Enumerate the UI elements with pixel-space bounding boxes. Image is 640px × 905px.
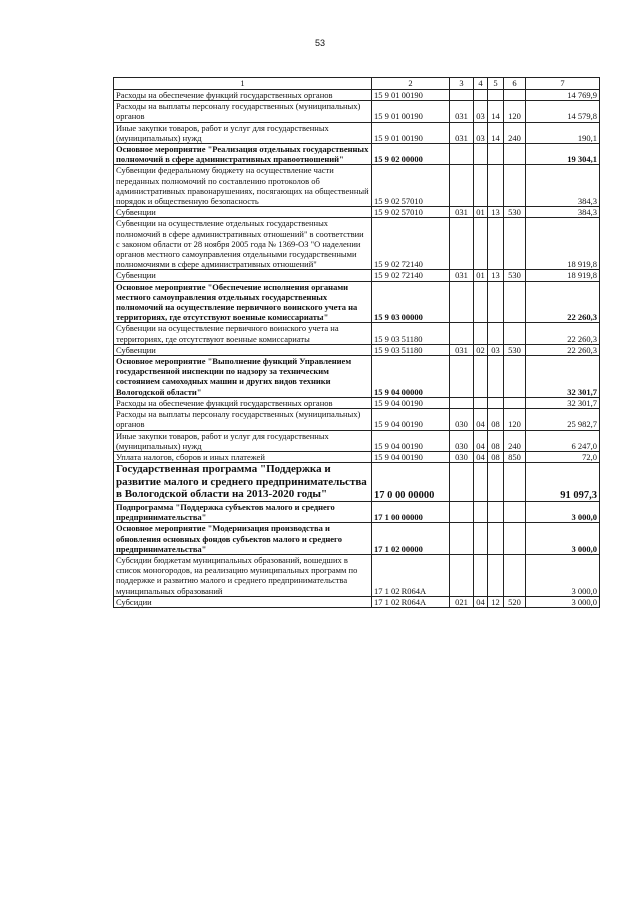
row-code-cell: 15 9 03 51180 <box>372 344 450 355</box>
table-row <box>114 101 600 122</box>
row-subsection-cell: 08 <box>488 409 504 430</box>
row-section-cell: 04 <box>474 596 488 607</box>
row-code-cell: 15 9 02 00000 <box>372 144 450 165</box>
header-cell: 5 <box>488 78 504 90</box>
row-code-cell: 15 9 02 72140 <box>372 270 450 281</box>
table-row <box>114 218 600 270</box>
table-header-row <box>114 78 600 90</box>
row-amount-cell: 384,3 <box>526 165 600 207</box>
row-amount-cell: 14 579,8 <box>526 101 600 122</box>
row-amount-cell: 3 000,0 <box>526 523 600 555</box>
row-admin-cell: 030 <box>450 430 474 451</box>
table-row <box>114 144 600 165</box>
row-name-cell: Основное мероприятие "Обеспечение исполнения органами местного самоуправления отдельных государственных полномочий на осуществление первичного воинского учета на территориях, где отсутствуют военные комиссариаты" <box>114 281 372 323</box>
row-type-cell: 240 <box>504 122 526 143</box>
row-amount-cell: 384,3 <box>526 207 600 218</box>
row-amount-cell: 32 301,7 <box>526 397 600 408</box>
row-admin-cell <box>450 501 474 522</box>
row-subsection-cell <box>488 218 504 270</box>
row-admin-cell: 031 <box>450 344 474 355</box>
row-amount-cell: 3 000,0 <box>526 501 600 522</box>
table-row <box>114 523 600 555</box>
row-section-cell: 01 <box>474 270 488 281</box>
row-name-cell: Основное мероприятие "Реализация отдельных государственных полномочий в сфере административных правоотношений" <box>114 144 372 165</box>
table-row <box>114 323 600 344</box>
row-admin-cell <box>450 523 474 555</box>
row-amount-cell: 18 919,8 <box>526 218 600 270</box>
row-name-cell: Иные закупки товаров, работ и услуг для государственных (муниципальных) нужд <box>114 122 372 143</box>
row-subsection-cell: 08 <box>488 451 504 462</box>
row-admin-cell <box>450 356 474 398</box>
header-cell: 3 <box>450 78 474 90</box>
row-section-cell <box>474 397 488 408</box>
table-row <box>114 356 600 398</box>
row-type-cell <box>504 463 526 502</box>
row-name-cell: Субвенции на осуществление отдельных государственных полномочий в сфере административных отношений" в соответствии с законом области от 28 ноября 2005 года № 1369-ОЗ "О наделении органов местного самоуправления отдельными государственными полномочиями в сфере административных отношений" <box>114 218 372 270</box>
header-cell: 1 <box>114 78 372 90</box>
row-name-cell: Уплата налогов, сборов и иных платежей <box>114 451 372 462</box>
row-admin-cell <box>450 554 474 596</box>
row-section-cell: 04 <box>474 409 488 430</box>
row-code-cell: 15 9 04 00190 <box>372 430 450 451</box>
table-row <box>114 430 600 451</box>
row-name-cell: Субвенции <box>114 270 372 281</box>
row-code-cell: 17 1 02 00000 <box>372 523 450 555</box>
row-subsection-cell: 08 <box>488 430 504 451</box>
table-row <box>114 90 600 101</box>
table-row <box>114 344 600 355</box>
table-row <box>114 165 600 207</box>
row-admin-cell: 031 <box>450 122 474 143</box>
row-name-cell: Субсидии бюджетам муниципальных образований, вошедших в список моногородов, на реализацию муниципальных программ по поддержке и развитию малого и среднего предпринимательства муниципальных образований <box>114 554 372 596</box>
row-name-cell: Субвенции на осуществление первичного воинского учета на территориях, где отсутствуют военные комиссариаты <box>114 323 372 344</box>
row-subsection-cell: 14 <box>488 101 504 122</box>
row-admin-cell <box>450 463 474 502</box>
table-row <box>114 596 600 607</box>
row-type-cell <box>504 165 526 207</box>
row-section-cell <box>474 501 488 522</box>
table-row <box>114 501 600 522</box>
row-type-cell: 520 <box>504 596 526 607</box>
row-subsection-cell <box>488 501 504 522</box>
row-name-cell: Расходы на обеспечение функций государственных органов <box>114 397 372 408</box>
table-row <box>114 451 600 462</box>
row-code-cell: 17 0 00 00000 <box>372 463 450 502</box>
row-section-cell: 03 <box>474 122 488 143</box>
header-cell: 6 <box>504 78 526 90</box>
row-code-cell: 15 9 04 00190 <box>372 397 450 408</box>
row-subsection-cell <box>488 323 504 344</box>
row-section-cell <box>474 90 488 101</box>
row-admin-cell <box>450 218 474 270</box>
row-amount-cell: 22 260,3 <box>526 281 600 323</box>
row-admin-cell: 030 <box>450 451 474 462</box>
row-type-cell: 240 <box>504 430 526 451</box>
row-code-cell: 15 9 03 51180 <box>372 323 450 344</box>
row-amount-cell: 25 982,7 <box>526 409 600 430</box>
row-subsection-cell: 03 <box>488 344 504 355</box>
row-section-cell: 04 <box>474 451 488 462</box>
row-subsection-cell <box>488 281 504 323</box>
row-subsection-cell <box>488 165 504 207</box>
row-code-cell: 15 9 03 00000 <box>372 281 450 323</box>
row-admin-cell: 031 <box>450 207 474 218</box>
table-row <box>114 122 600 143</box>
row-type-cell: 530 <box>504 270 526 281</box>
row-section-cell: 02 <box>474 344 488 355</box>
row-type-cell: 120 <box>504 101 526 122</box>
row-type-cell <box>504 281 526 323</box>
row-section-cell <box>474 281 488 323</box>
header-cell: 4 <box>474 78 488 90</box>
row-name-cell: Основное мероприятие "Выполнение функций Управлением государственной инспекции по надзору за техническим состоянием самоходных машин и других видов техники Вологодской области" <box>114 356 372 398</box>
table-row <box>114 397 600 408</box>
row-name-cell: Субвенции <box>114 344 372 355</box>
row-code-cell: 15 9 04 00190 <box>372 409 450 430</box>
row-amount-cell: 72,0 <box>526 451 600 462</box>
row-admin-cell: 031 <box>450 270 474 281</box>
row-subsection-cell <box>488 397 504 408</box>
row-admin-cell <box>450 90 474 101</box>
row-amount-cell: 14 769,9 <box>526 90 600 101</box>
row-code-cell: 17 1 02 R064A <box>372 596 450 607</box>
row-type-cell <box>504 554 526 596</box>
row-name-cell: Расходы на обеспечение функций государственных органов <box>114 90 372 101</box>
row-type-cell <box>504 323 526 344</box>
row-subsection-cell <box>488 554 504 596</box>
row-section-cell <box>474 165 488 207</box>
row-admin-cell <box>450 397 474 408</box>
row-subsection-cell <box>488 356 504 398</box>
row-code-cell: 15 9 02 57010 <box>372 207 450 218</box>
row-code-cell: 15 9 02 57010 <box>372 165 450 207</box>
row-amount-cell: 6 247,0 <box>526 430 600 451</box>
row-admin-cell <box>450 323 474 344</box>
page-number: 53 <box>314 38 325 48</box>
row-subsection-cell: 14 <box>488 122 504 143</box>
row-type-cell: 120 <box>504 409 526 430</box>
row-admin-cell <box>450 281 474 323</box>
row-name-cell: Расходы на выплаты персоналу государственных (муниципальных) органов <box>114 101 372 122</box>
row-subsection-cell <box>488 90 504 101</box>
row-code-cell: 15 9 04 00190 <box>372 451 450 462</box>
row-subsection-cell <box>488 463 504 502</box>
row-name-cell: Государственная программа "Поддержка и развитие малого и среднего предпринимательства в Вологодской области на 2013-2020 годы" <box>114 463 372 502</box>
row-section-cell <box>474 554 488 596</box>
row-code-cell: 15 9 01 00190 <box>372 90 450 101</box>
row-admin-cell: 030 <box>450 409 474 430</box>
row-type-cell <box>504 356 526 398</box>
row-section-cell: 04 <box>474 430 488 451</box>
row-section-cell <box>474 523 488 555</box>
row-section-cell <box>474 323 488 344</box>
row-type-cell <box>504 144 526 165</box>
row-subsection-cell: 12 <box>488 596 504 607</box>
row-amount-cell: 22 260,3 <box>526 323 600 344</box>
row-code-cell: 15 9 04 00000 <box>372 356 450 398</box>
row-type-cell: 530 <box>504 344 526 355</box>
row-amount-cell: 19 304,1 <box>526 144 600 165</box>
row-name-cell: Расходы на выплаты персоналу государственных (муниципальных) органов <box>114 409 372 430</box>
row-amount-cell: 22 260,3 <box>526 344 600 355</box>
row-admin-cell <box>450 165 474 207</box>
row-section-cell <box>474 463 488 502</box>
row-type-cell <box>504 523 526 555</box>
row-subsection-cell <box>488 144 504 165</box>
row-amount-cell: 3 000,0 <box>526 554 600 596</box>
row-section-cell <box>474 218 488 270</box>
row-section-cell: 03 <box>474 101 488 122</box>
row-code-cell: 15 9 01 00190 <box>372 101 450 122</box>
row-amount-cell: 32 301,7 <box>526 356 600 398</box>
row-code-cell: 17 1 02 R064A <box>372 554 450 596</box>
header-cell: 7 <box>526 78 600 90</box>
table-row <box>114 281 600 323</box>
row-name-cell: Субсидии <box>114 596 372 607</box>
row-subsection-cell <box>488 523 504 555</box>
row-name-cell: Субвенции <box>114 207 372 218</box>
table-row <box>114 207 600 218</box>
row-amount-cell: 190,1 <box>526 122 600 143</box>
row-code-cell: 17 1 00 00000 <box>372 501 450 522</box>
row-name-cell: Иные закупки товаров, работ и услуг для государственных (муниципальных) нужд <box>114 430 372 451</box>
row-type-cell <box>504 218 526 270</box>
row-admin-cell: 021 <box>450 596 474 607</box>
row-type-cell <box>504 397 526 408</box>
row-type-cell <box>504 90 526 101</box>
row-type-cell: 850 <box>504 451 526 462</box>
row-code-cell: 15 9 01 00190 <box>372 122 450 143</box>
header-cell: 2 <box>372 78 450 90</box>
row-amount-cell: 3 000,0 <box>526 596 600 607</box>
row-subsection-cell: 13 <box>488 270 504 281</box>
table-row <box>114 463 600 502</box>
row-type-cell <box>504 501 526 522</box>
table-row <box>114 270 600 281</box>
row-type-cell: 530 <box>504 207 526 218</box>
row-name-cell: Подпрограмма "Поддержка субъектов малого и среднего предпринимательства" <box>114 501 372 522</box>
row-admin-cell: 031 <box>450 101 474 122</box>
row-name-cell: Основное мероприятие "Модернизация производства и обновления основных фондов субъектов малого и среднего предпринимательства" <box>114 523 372 555</box>
row-admin-cell <box>450 144 474 165</box>
row-code-cell: 15 9 02 72140 <box>372 218 450 270</box>
row-amount-cell: 18 919,8 <box>526 270 600 281</box>
row-name-cell: Субвенции федеральному бюджету на осуществление части переданных полномочий по составлению протоколов об административных правонарушениях, посягающих на общественный порядок и общественную безопасность <box>114 165 372 207</box>
table-row <box>114 409 600 430</box>
row-section-cell: 01 <box>474 207 488 218</box>
table-row <box>114 554 600 596</box>
budget-table <box>113 77 600 608</box>
row-amount-cell: 91 097,3 <box>526 463 600 502</box>
row-section-cell <box>474 144 488 165</box>
row-subsection-cell: 13 <box>488 207 504 218</box>
row-section-cell <box>474 356 488 398</box>
